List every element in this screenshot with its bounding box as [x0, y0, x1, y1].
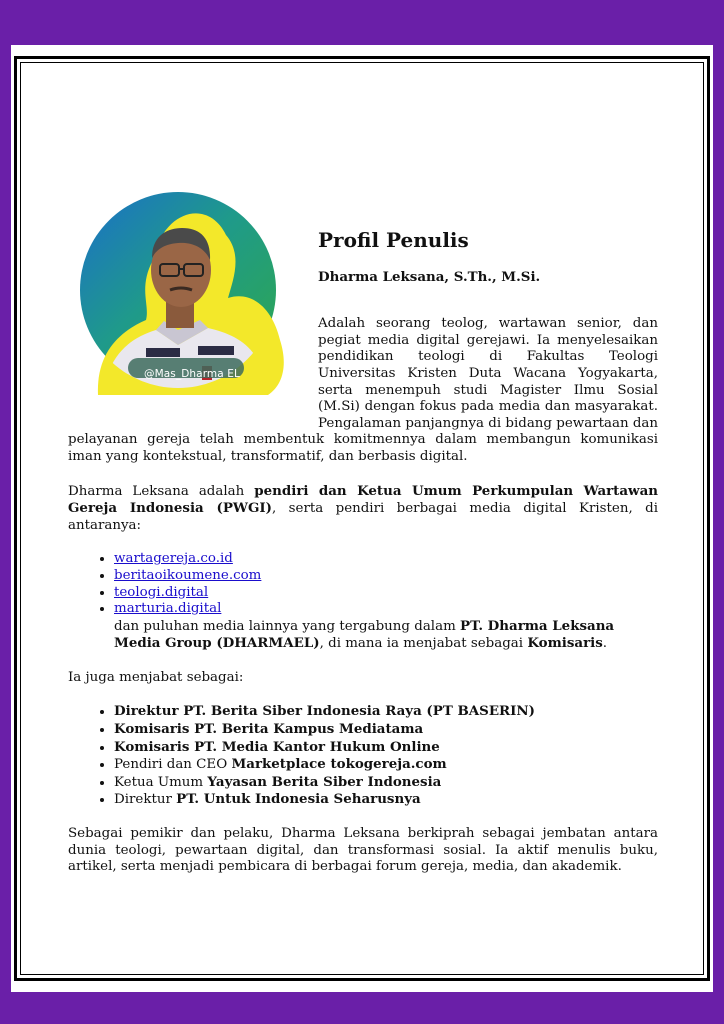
- media-link[interactable]: beritaoikoumene.com: [114, 567, 262, 583]
- roles-list: [68, 703, 658, 809]
- media-links-list: [68, 551, 658, 653]
- intro-paragraph: Adalah seorang teolog, wartawan senior, dan pegiat media digital gerejawi. Ia menyelesaikan pendidikan teologi di Fakultas Teologi Universitas Kristen Duta Wacana Yogyakarta, serta menempuh studi Magister Ilmu Sosial (M.Si) dengan fokus pada media dan masyarakat. Pengalaman panjangnya di bidang pewartaan dan pelayanan gereja telah membentuk komitmennya dalam membangun komunikasi iman yang kontekstual, transformatif, dan berbasis digital.: [68, 316, 659, 464]
- media-link[interactable]: marturia.digital: [114, 601, 222, 617]
- role-item: • Komisaris PT. Media Kantor Hukum Online: [114, 739, 658, 757]
- document-page: [11, 45, 713, 992]
- list-item: [114, 568, 658, 585]
- role-item: • Direktur PT. Berita Siber Indonesia Raya (PT BASERIN): [114, 703, 658, 721]
- media-group-name: PT. Dharma Leksana Media Group (DHARMAEL): [114, 617, 615, 652]
- role-item: • Pendiri dan CEO Marketplace tokogereja.com: [114, 756, 658, 774]
- page-title: Profil Penulis: [318, 228, 469, 252]
- media-group-role: Komisaris: [527, 635, 603, 652]
- role-item: • Direktur PT. Untuk Indonesia Seharusnya: [114, 791, 658, 809]
- list-item: [114, 585, 658, 602]
- list-item: • marturia.digital dan puluhan media lainnya yang tergabung dalam PT. Dharma Leksana Media Group (DHARMAEL), di mana ia menjabat sebagai Komisaris.: [114, 601, 658, 653]
- roles-intro: Ia juga menjabat sebagai:: [68, 669, 244, 685]
- media-link[interactable]: wartagereja.co.id: [114, 551, 233, 567]
- founder-paragraph: Dharma Leksana adalah pendiri dan Ketua Umum Perkumpulan Wartawan Gereja Indonesia (PWGI), serta pendiri berbagai media digital Kristen, di antaranya:: [68, 482, 658, 533]
- role-item: • Ketua Umum Yayasan Berita Siber Indonesia: [114, 774, 658, 792]
- profile-content: [68, 180, 658, 876]
- founder-organization: pendiri dan Ketua Umum Perkumpulan Wartawan Gereja Indonesia (PWGI): [68, 482, 658, 517]
- role-item: • Komisaris PT. Berita Kampus Mediatama: [114, 721, 658, 739]
- list-item: [114, 551, 658, 568]
- author-name: Dharma Leksana, S.Th., M.Si.: [318, 268, 541, 285]
- media-link[interactable]: teologi.digital: [114, 584, 209, 600]
- photo-handle-label: @Mas_Dharma EL: [144, 368, 240, 380]
- author-photo: [68, 180, 308, 420]
- closing-paragraph: Sebagai pemikir dan pelaku, Dharma Leksana berkiprah sebagai jembatan antara dunia teologi, pewartaan digital, dan transformasi sosial. Ia aktif menulis buku, artikel, serta menjadi pembicara di berbagai forum gereja, media, dan akademik.: [68, 826, 658, 875]
